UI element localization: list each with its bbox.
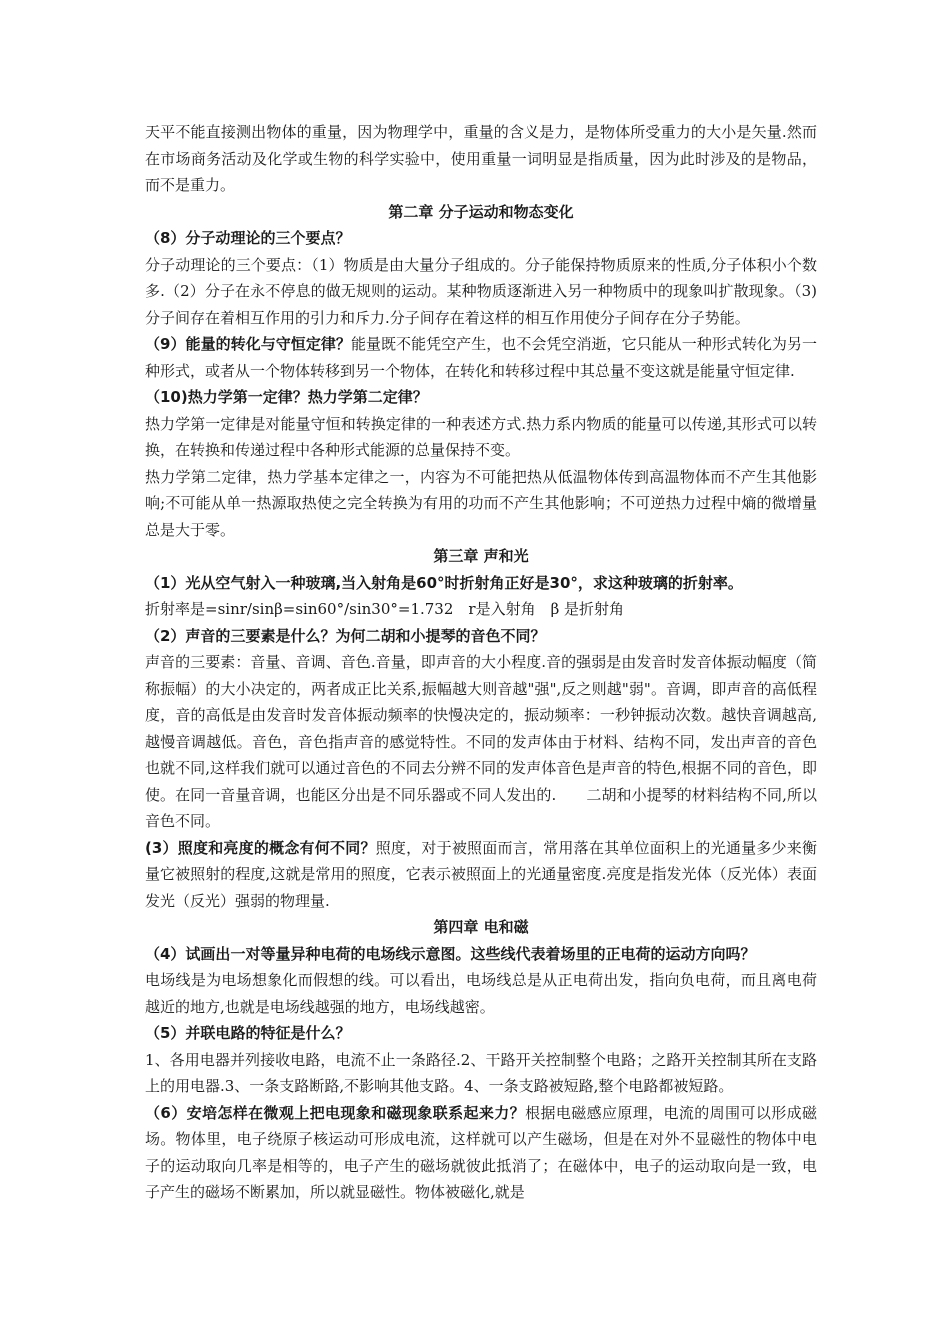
question-9-paragraph	[145, 331, 817, 384]
document-page	[145, 119, 817, 1206]
question-3-3: (3）照度和亮度的概念有何不同？	[145, 838, 376, 857]
answer-8: 分子动理论的三个要点：（1）物质是由大量分子组成的。分子能保持物质原来的性质,分子体积小个数多.（2）分子在永不停息的做无规则的运动。某种物质逐渐进入另一种物质中的现象叫扩散现象。（3)分子间存在着相互作用的引力和斥力.分子间存在着这样的相互作用使分子间存在分子势能。	[145, 255, 817, 327]
question-4-5: （5）并联电路的特征是什么？	[145, 1024, 351, 1042]
answer-10-second-law: 热力学第二定律，热力学基本定律之一，内容为不可能把热从低温物体传到高温物体而不产生其他影响;不可能从单一热源取热使之完全转换为有用的功而不产生其他影响；不可逆热力过程中熵的微增量总是大于零。	[145, 467, 817, 539]
question-10: （10)热力学第一定律？热力学第二定律？	[145, 388, 428, 406]
answer-3-3: 照度，对于被照面而言，常用落在其单位面积上的光通量多少来衡量它被照射的程度,这就是常用的照度，它表示被照面上的光通量密度.亮度是指发光体（反光体）表面发光（反光）强弱的物理量.	[145, 838, 817, 910]
answer-4-6: 根据电磁感应原理，电流的周围可以形成磁场。物体里，电子绕原子核运动可形成电流，这样就可以产生磁场，但是在对外不显磁性的物体中电子的运动取向几率是相等的，电子产生的磁场就彼此抵消了；在磁体中，电子的运动取向是一致，电子产生的磁场不断累加，所以就显磁性。物体被磁化,就是	[145, 1103, 817, 1201]
answer-3-1: 折射率是=sinr/sinβ=sin60°/sin30°=1.732 r是入射角 β 是折射角	[145, 600, 625, 618]
answer-9: 能量既不能凭空产生，也不会凭空消逝，它只能从一种形式转化为另一种形式，或者从一个物体转移到另一个物体，在转化和转移过程中其总量不变这就是能量守恒定律.	[145, 335, 817, 380]
answer-3-2: 声音的三要素：音量、音调、音色.音量，即声音的大小程度.音的强弱是由发音时发音体振动幅度（简称振幅）的大小决定的，两者成正比关系,振幅越大则音越"强",反之则越"弱"。音调，即声音的高低程度，音的高低是由发音时发音体振动频率的快慢决定的，振动频率：一秒钟振动次数。越快音调越高,越慢音调越低。音色，音色指声音的感觉特性。不同的发声体由于材料、结构不同，发出声音的音色也就不同,这样我们就可以通过音色的不同去分辨不同的发声体音色是声音的特色,根据不同的音色，即使。在同一音量音调，也能区分出是不同乐器或不同人发出的. 二胡和小提琴的材料结构不同,所以音色不同。	[145, 653, 817, 830]
question-3-2: （2）声音的三要素是什么？为何二胡和小提琴的音色不同？	[145, 626, 546, 645]
question-4-4: （4）试画出一对等量异种电荷的电场线示意图。这些线代表着场里的正电荷的运动方向吗？	[145, 944, 756, 963]
chapter-3-title: 第三章 声和光	[433, 547, 529, 565]
question-3-1: （1）光从空气射入一种玻璃,当入射角是60°时折射角正好是30°，求这种玻璃的折射率。	[145, 573, 743, 592]
question-8: （8）分子动理论的三个要点？	[145, 229, 351, 247]
answer-10-first-law: 热力学第一定律是对能量守恒和转换定律的一种表述方式.热力系内物质的能量可以传递,其形式可以转换，在转换和传递过程中各种形式能源的总量保持不变。	[145, 414, 817, 459]
question-3-3-paragraph	[145, 835, 817, 915]
answer-4-4: 电场线是为电场想象化而假想的线。可以看出，电场线总是从正电荷出发，指向负电荷，而且离电荷越近的地方,也就是电场线越强的地方，电场线越密。	[145, 971, 817, 1016]
answer-4-5: 1、各用电器并列接收电路，电流不止一条路径.2、干路开关控制整个电路；之路开关控制其所在支路上的用电器.3、一条支路断路,不影响其他支路。4、一条支路被短路,整个电路都被短路。	[145, 1050, 817, 1095]
question-4-6: （6）安培怎样在微观上把电现象和磁现象联系起来力？	[145, 1103, 526, 1122]
question-9: （9）能量的转化与守恒定律？	[145, 335, 351, 353]
chapter-4-title: 第四章 电和磁	[433, 918, 529, 936]
intro-paragraph: 天平不能直接测出物体的重量，因为物理学中，重量的含义是力，是物体所受重力的大小是矢量.然而在市场商务活动及化学或生物的科学实验中，使用重量一词明显是指质量，因为此时涉及的是物品，而不是重力。	[145, 123, 817, 194]
question-4-6-paragraph	[145, 1100, 817, 1206]
chapter-2-title: 第二章 分子运动和物态变化	[388, 202, 574, 221]
